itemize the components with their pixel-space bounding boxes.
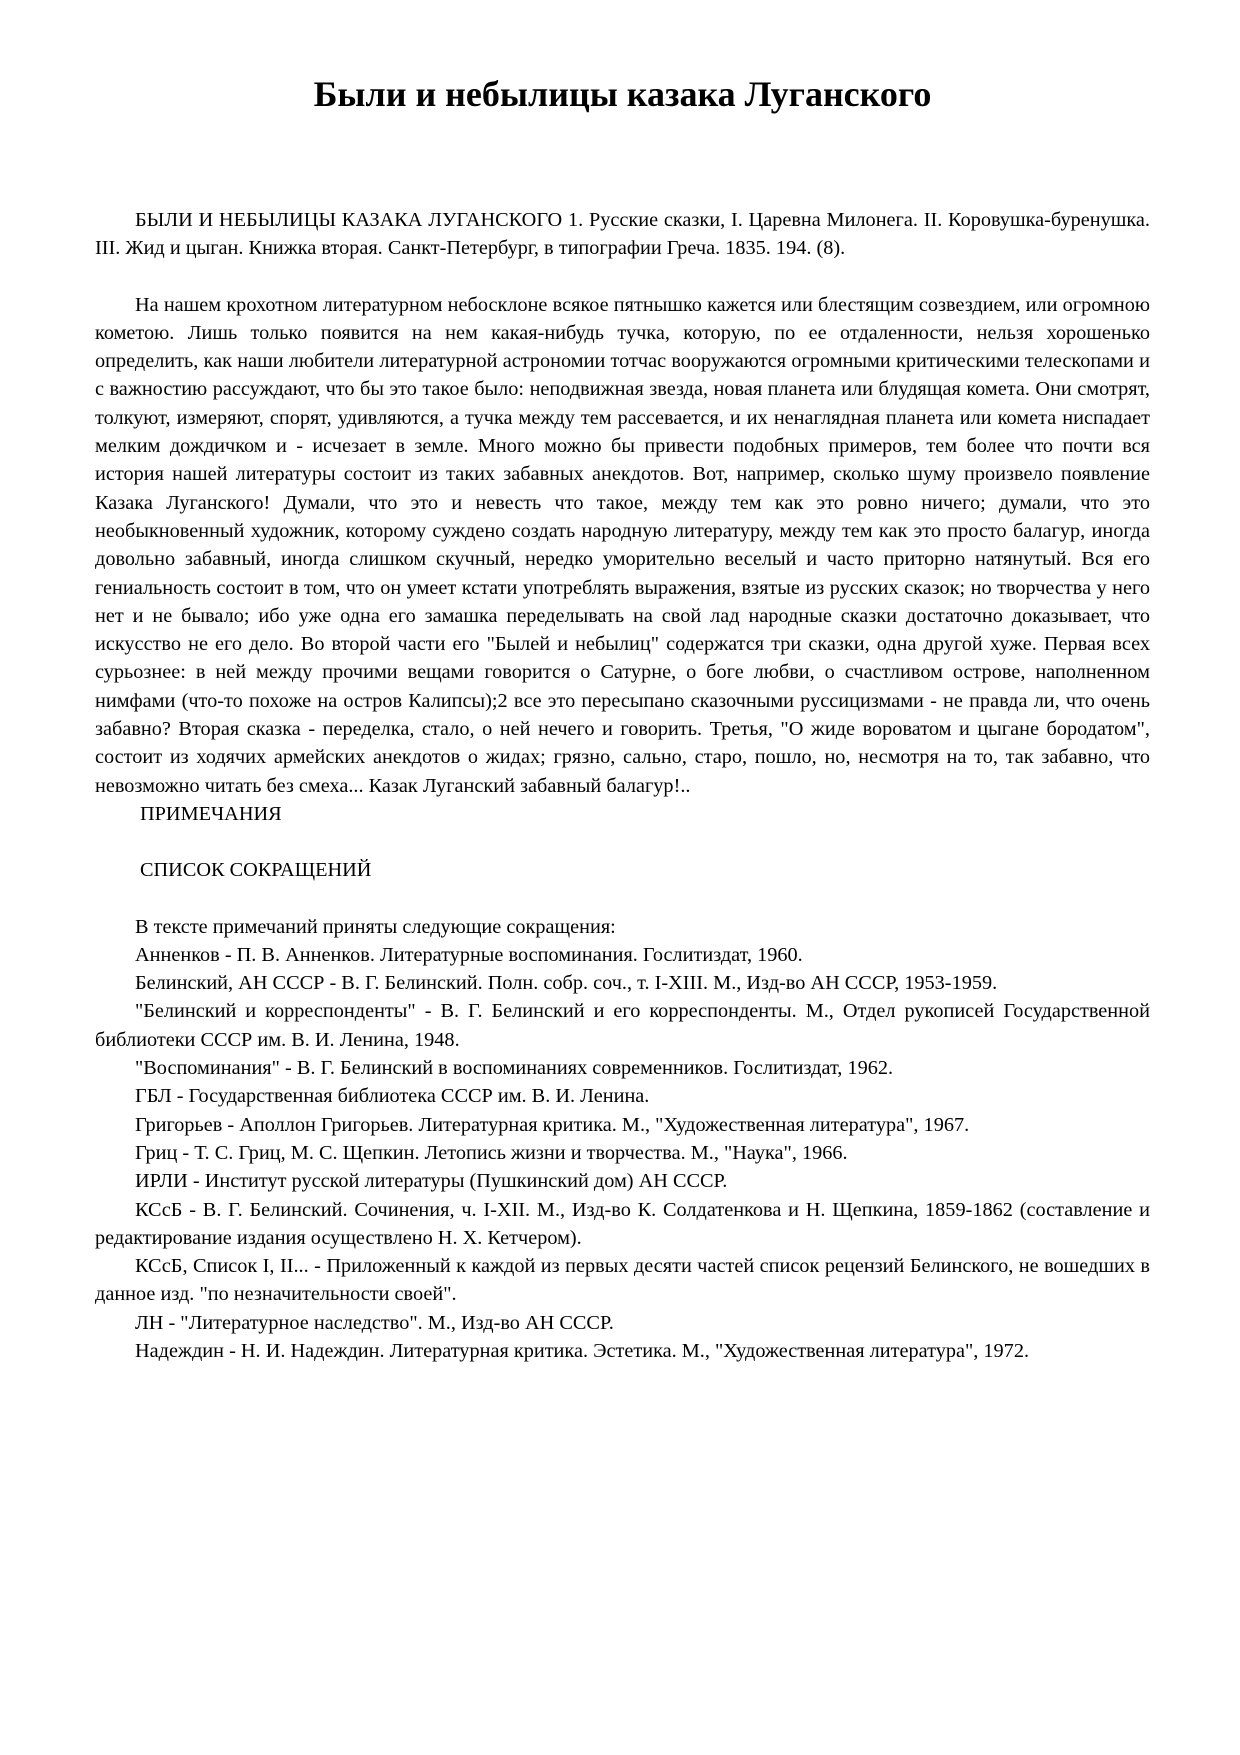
abbreviation-entry: Григорьев - Аполлон Григорьев. Литературная критика. М., "Художественная литература", 1967. bbox=[135, 1113, 970, 1136]
document-title: Были и небылицы казака Луганского bbox=[313, 74, 932, 114]
paragraph-spacer bbox=[95, 263, 1150, 291]
abbreviation-entry: "Воспоминания" - В. Г. Белинский в воспоминаниях современников. Гослитиздат, 1962. bbox=[135, 1057, 894, 1080]
abbreviation-entry: Анненков - П. В. Анненков. Литературные воспоминания. Гослитиздат, 1960. bbox=[135, 943, 803, 966]
abbreviation-entry: Надеждин - Н. И. Надеждин. Литературная критика. Эстетика. М., "Художественная литература", 1972. bbox=[135, 1339, 1030, 1362]
abbreviation-entry: ИРЛИ - Институт русской литературы (Пушкинский дом) АН СССР. bbox=[135, 1170, 728, 1193]
abbreviation-entry: КСсБ, Список I, II... - Приложенный к каждой из первых десяти частей список рецензий Белинского, не вошедших в данное изд. "по незначительности своей". bbox=[95, 1255, 1150, 1306]
abbreviation-entry: Гриц - Т. С. Гриц, М. С. Щепкин. Летопись жизни и творчества. М., "Наука", 1966. bbox=[135, 1141, 848, 1164]
notes-heading: ПРИМЕЧАНИЯ bbox=[140, 802, 282, 825]
abbreviation-entry: "Белинский и корреспонденты" - В. Г. Белинский и его корреспонденты. М., Отдел рукописей Государственной библиотеки СССР им. В. И. Ленина, 1948. bbox=[95, 1000, 1150, 1051]
heading-spacer bbox=[95, 828, 1150, 856]
abbreviation-entry: КСсБ - В. Г. Белинский. Сочинения, ч. I-XII. М., Изд-во К. Солдатенкова и Н. Щепкина, 1859-1862 (составление и редактирование издания осуществлено Н. Х. Кетчером). bbox=[95, 1198, 1150, 1249]
abbreviations-intro: В тексте примечаний приняты следующие сокращения: bbox=[135, 915, 616, 938]
abbreviation-entry: ЛН - "Литературное наследство". М., Изд-во АН СССР. bbox=[135, 1311, 614, 1334]
abbreviation-entry: Белинский, АН СССР - В. Г. Белинский. Полн. собр. соч., т. I-XIII. М., Изд-во АН СССР, 1953-1959. bbox=[135, 972, 998, 995]
abbreviation-entry: ГБЛ - Государственная библиотека СССР им. В. И. Ленина. bbox=[135, 1085, 650, 1108]
bibliographic-entry: БЫЛИ И НЕБЫЛИЦЫ КАЗАКА ЛУГАНСКОГО 1. Русские сказки, I. Царевна Милонега. II. Коровушка-буренушка. III. Жид и цыган. Книжка вторая. Санкт-Петербург, в типографии Греча. 1835. 194. (8). bbox=[95, 209, 1150, 260]
main-paragraph: На нашем крохотном литературном небосклоне всякое пятнышко кажется или блестящим созвездием, или огромною кометою. Лишь только появится на нем какая-нибудь тучка, которую, по ее отдаленности, нельзя хорошенько определить, как наши любители литературной астрономии тотчас вооружаются огромными критическими телескопами и с важностию рассуждают, что бы это такое было: неподвижная звезда, новая планета или блудящая комета. Они смотрят, толкуют, измеряют, спорят, удивляются, а тучка между тем рассевается, и их ненаглядная планета или комета ниспадает мелким дождичком и - исчезает в земле. Много можно бы привести подобных примеров, тем более что почти вся история нашей литературы состоит из таких забавных анекдотов. Вот, например, сколько шуму произвело появление Казака Луганского! Думали, что это и невесть что такое, между тем как это ровно ничего; думали, что это необыкновенный художник, которому суждено создать народную литературу, между тем как это просто балагур, иногда довольно забавный, иногда слишком скучный, нередко уморительно веселый и часто приторно натянутый. Вся его гениальность состоит в том, что он умеет кстати употреблять выражения, взятые из русских сказок; но творчества у него нет и не бывало; ибо уже одна его замашка переделывать на свой лад народные сказки достаточно доказывает, что искусство не его дело. Во второй части его "Былей и небылиц" содержатся три сказки, одна другой хуже. Первая всех сурьознее: в ней между прочими вещами говорится о Сатурне, о боге любви, о счастливом острове, наполненном нимфами (что-то похоже на остров Калипсы);2 все это пересыпано сказочными руссицизмами - не правда ли, что очень забавно? Вторая сказка - переделка, стало, о ней нечего и говорить. Третья, "О жиде вороватом и цыгане бородатом", состоит из ходячих армейских анекдотов о жидах; грязно, сально, старо, пошло, но, несмотря на то, так забавно, что невозможно читать без смеха... Казак Луганский забавный балагур!.. bbox=[95, 293, 1150, 797]
abbreviations-heading: СПИСОК СОКРАЩЕНИЙ bbox=[140, 859, 372, 882]
list-spacer bbox=[95, 885, 1150, 913]
document-body bbox=[95, 206, 1150, 1365]
